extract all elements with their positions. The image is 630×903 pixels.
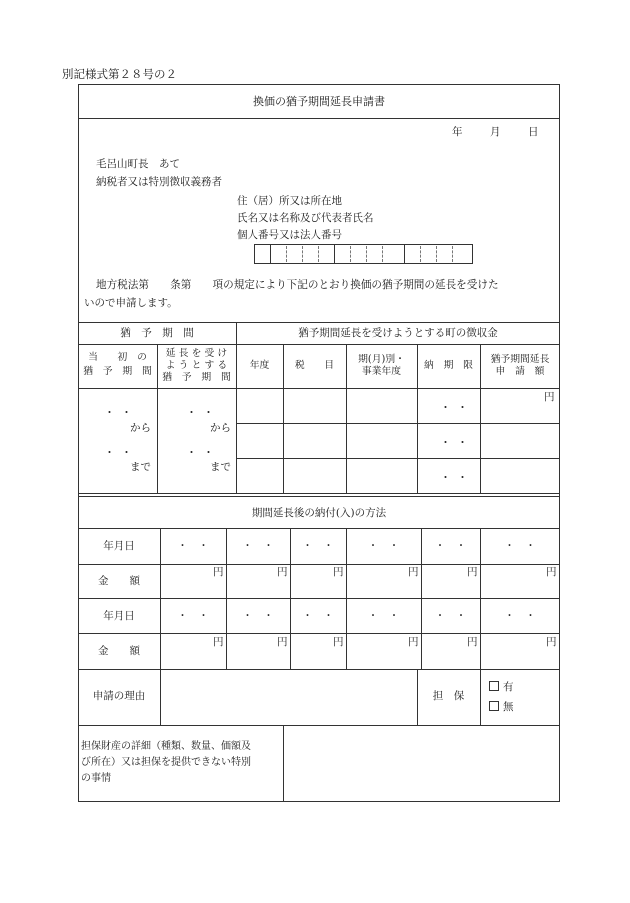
payment-yen-unit: 円 (333, 566, 344, 578)
form-title: 換価の猶予期間延長申請書 (253, 95, 385, 108)
payment-date-dots: ・ ・ (434, 540, 467, 552)
col-extended-line1: 延 長 を 受 け (165, 348, 228, 359)
divider (78, 344, 560, 345)
date-year-label: 年 (452, 126, 463, 138)
collateral-label-line3: の事情 (81, 773, 111, 784)
divider (236, 458, 560, 459)
payment-date-dots: ・ ・ (177, 540, 209, 552)
payment-amount-label: 金 額 (98, 575, 140, 587)
divider (78, 493, 560, 494)
divider (78, 496, 560, 497)
payment-yen-unit: 円 (408, 566, 419, 578)
col-amount-line2: 申 請 額 (495, 366, 545, 377)
payment-date-dots: ・ ・ (504, 610, 536, 622)
payment-date-dots: ・ ・ (242, 610, 274, 622)
due-dots-row2: ・・ (440, 436, 474, 449)
addressee: 毛呂山町長 あて (96, 158, 180, 170)
initial-until-label: まで (130, 461, 151, 473)
payment-date-dots: ・ ・ (367, 610, 400, 622)
due-dots-row1: ・・ (440, 401, 474, 414)
payment-yen-unit: 円 (277, 566, 288, 578)
payment-yen-unit: 円 (467, 636, 478, 648)
header-tax-collection: 猶予期間延長を受けようとする町の徴収金 (298, 327, 498, 339)
col-initial-line2: 猶 予 期 間 (83, 366, 152, 377)
divider (236, 322, 237, 493)
divider (436, 246, 437, 262)
header-grace-period: 猶 予 期 間 (120, 327, 194, 339)
amount-yen-unit: 円 (544, 391, 555, 403)
divider (78, 598, 560, 599)
name-label: 氏名又は名称及び代表者氏名 (237, 212, 374, 224)
divider (78, 669, 560, 670)
divider (420, 246, 421, 262)
payment-date-label: 年月日 (103, 610, 135, 622)
security-option-yes[interactable] (489, 681, 514, 693)
payment-amount-label: 金 額 (98, 645, 140, 657)
reason-label: 申請の理由 (92, 690, 146, 702)
payment-date-dots: ・ ・ (504, 540, 536, 552)
payment-date-dots: ・ ・ (367, 540, 400, 552)
security-option-no-label: 無 (503, 701, 514, 713)
initial-from-dots: ・・ (104, 406, 138, 419)
divider (78, 388, 560, 389)
divider (78, 564, 560, 565)
divider (366, 246, 367, 262)
initial-until-dots: ・・ (104, 446, 138, 459)
payment-yen-unit: 円 (546, 566, 557, 578)
divider (350, 246, 351, 262)
payment-yen-unit: 円 (467, 566, 478, 578)
extended-from-label: から (210, 422, 231, 434)
divider (480, 669, 481, 725)
col-due-date: 納 期 限 (424, 360, 473, 371)
col-initial-line1: 当 初 の (88, 352, 147, 363)
payment-yen-unit: 円 (213, 636, 224, 648)
divider (382, 246, 383, 262)
payment-yen-unit: 円 (213, 566, 224, 578)
security-option-no[interactable] (489, 701, 514, 713)
col-year: 年度 (249, 360, 270, 371)
extended-from-dots: ・・ (186, 406, 220, 419)
payment-date-dots: ・ ・ (242, 540, 274, 552)
id-number-label: 個人番号又は法人番号 (237, 229, 342, 241)
divider (302, 246, 303, 262)
divider (78, 528, 560, 529)
col-tax-item: 税 目 (294, 360, 335, 371)
checkbox-icon[interactable] (489, 701, 499, 711)
payment-yen-unit: 円 (277, 636, 288, 648)
divider (78, 118, 560, 119)
col-extended-line3: 猶 予 期 間 (162, 372, 231, 383)
security-label: 担 保 (432, 690, 465, 702)
statement-line2: いので申請します。 (84, 297, 178, 309)
extended-until-dots: ・・ (186, 446, 220, 459)
divider (78, 725, 560, 726)
divider (404, 244, 405, 264)
divider (283, 725, 284, 802)
payment-date-label: 年月日 (103, 540, 135, 552)
divider (286, 246, 287, 262)
divider (78, 633, 560, 634)
extended-until-label: まで (210, 461, 231, 473)
col-period-line1: 期(月)別・ (358, 354, 405, 365)
due-dots-row3: ・・ (440, 471, 474, 484)
date-month-label: 月 (490, 126, 501, 138)
payment-date-dots: ・ ・ (302, 540, 334, 552)
divider (236, 423, 560, 424)
payment-yen-unit: 円 (333, 636, 344, 648)
col-period-line2: 事業年度 (361, 366, 402, 377)
security-option-yes-label: 有 (503, 681, 514, 693)
payment-date-dots: ・ ・ (434, 610, 467, 622)
address-label: 住（居）所又は所在地 (237, 195, 342, 207)
form-number: 別記様式第２８号の２ (62, 67, 177, 81)
initial-from-label: から (130, 422, 151, 434)
divider (78, 322, 560, 323)
divider (452, 246, 453, 262)
collateral-label-line2: び所在）又は担保を提供できない特別 (81, 757, 251, 768)
applicant-heading: 納税者又は特別徴収義務者 (96, 176, 222, 188)
collateral-label-line1: 担保財産の詳細（種類、数量、価額及 (81, 741, 251, 752)
checkbox-icon[interactable] (489, 681, 499, 691)
divider (318, 246, 319, 262)
divider (334, 244, 335, 264)
col-extended-line2: よ う と す る (165, 360, 228, 371)
payment-method-title: 期間延長後の納付(入)の方法 (251, 507, 387, 519)
divider (270, 244, 271, 264)
date-day-label: 日 (528, 126, 539, 138)
payment-yen-unit: 円 (546, 636, 557, 648)
payment-date-dots: ・ ・ (177, 610, 209, 622)
payment-date-dots: ・ ・ (302, 610, 334, 622)
col-amount-line1: 猶予期間延長 (490, 354, 550, 365)
statement-line1: 地方税法第 条第 項の規定により下記のとおり換価の猶予期間の延長を受けた (96, 279, 499, 291)
divider (160, 669, 161, 725)
payment-yen-unit: 円 (408, 636, 419, 648)
